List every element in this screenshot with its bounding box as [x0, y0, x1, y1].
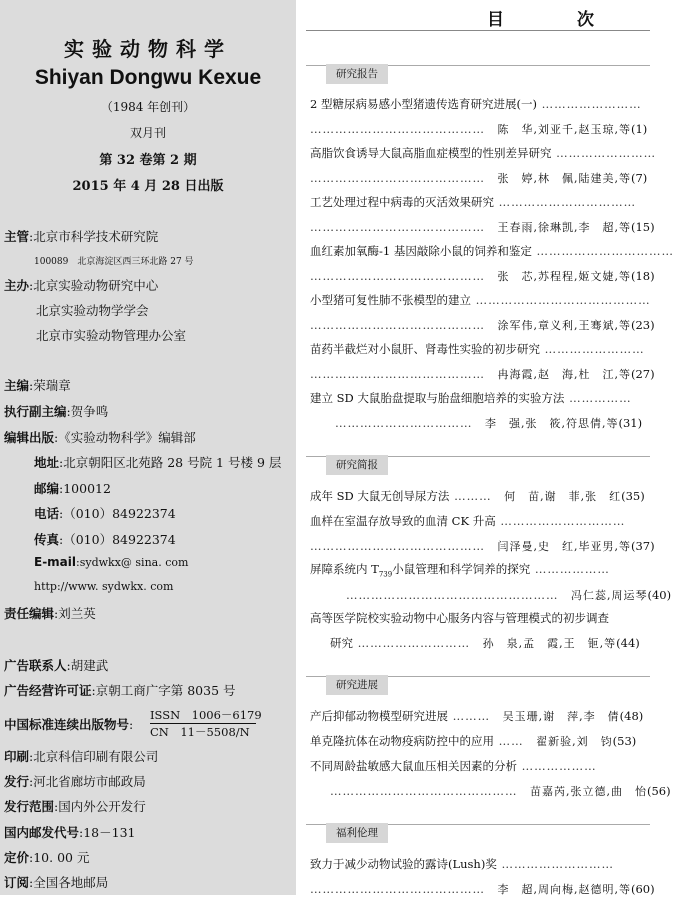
masthead-panel: [0, 0, 296, 895]
journal-title-cn: 实验动物科学: [64, 37, 232, 61]
subscribe-row: 订阅:全国各地邮局: [4, 875, 109, 890]
serial-label: 中国标准连续出版物号:: [4, 717, 134, 732]
editor-row: 主编:荣瑞章: [4, 378, 71, 393]
toc-heading: 目 次: [487, 10, 622, 30]
sponsor-3: 北京市实验动物管理办公室: [36, 328, 187, 343]
fax-row: 传真:（010）84922374: [34, 532, 176, 547]
section-header: 福利伦理: [306, 824, 650, 825]
exec-editor-row: 执行副主编:贺争鸣: [4, 404, 109, 419]
table-of-contents: [296, 0, 674, 896]
publish-date: 2015 年 4 月 28 日出版: [72, 179, 224, 194]
toc-rule: [306, 30, 650, 31]
ad-license-row: 广告经营许可证:京朝工商广字第 8035 号: [4, 683, 236, 698]
address-row: 地址:北京朝阳区北苑路 28 号院 1 号楼 9 层: [34, 455, 282, 470]
supervisor-row: 主管:北京市科学技术研究院: [4, 229, 159, 244]
resp-editor-row: 责任编辑:刘兰英: [4, 606, 96, 621]
toc-entry[interactable]: 血红素加氧酶-1 基因敲除小鼠的饲养和鉴定 …………………………… …………………………………… 张 芯,苏程程,姬文婕,等(18): [310, 244, 674, 283]
frequency: 双月刊: [129, 126, 166, 140]
toc-entry[interactable]: 不同周龄盐敏感大鼠血压相关因素的分析 ……………… ……………………………………… 苗嘉芮,张立德,曲 怡(56): [310, 759, 671, 798]
publisher-row: 编辑出版:《实验动物科学》编辑部: [4, 430, 196, 445]
email-row: E-mail:sydwkx@ sina. com: [34, 555, 189, 569]
website-link[interactable]: http://www. sydwkx. com: [34, 580, 174, 593]
toc-entry[interactable]: 建立 SD 大鼠胎盘提取与胎盘细胞培养的实验方法 …………… …………………………… 李 强,张 筱,符思倩,等(31): [310, 391, 643, 430]
volume-issue: 第 32 卷第 2 期: [99, 153, 197, 168]
phone-row: 电话:（010）84922374: [34, 506, 176, 521]
toc-entry[interactable]: 高脂饮食诱导大鼠高脂血症模型的性别差异研究 …………………… …………………………………… 张 婷,林 佩,陆建美,等(7): [310, 146, 657, 185]
ad-contact-row: 广告联系人:胡建武: [4, 658, 109, 673]
toc-entry[interactable]: 单克隆抗体在动物疫病防控中的应用 …… 翟新验,刘 钧(53): [310, 734, 637, 748]
toc-entry[interactable]: 工艺处理过程中病毒的灭活效果研究 …………………………… …………………………………… 王春雨,徐琳凯,李 超,等(15): [310, 195, 655, 234]
supervisor-address: 100089 北京海淀区西三环北路 27 号: [34, 257, 194, 267]
postal-code-row: 国内邮发代号:18－131: [4, 825, 136, 840]
toc-entry[interactable]: 血样在室温存放导致的血清 CK 升高 ………………………… …………………………………… 闫泽曼,史 红,毕亚男,等(37): [310, 514, 655, 553]
email-link[interactable]: sydwkx@ sina. com: [79, 556, 189, 569]
toc-entry[interactable]: 屏障系统内 $T_{739}$小鼠管理和科学饲养的探究 ……………… …………………………………………… 冯仁蕊,周运琴(40): [310, 562, 672, 603]
distribution-scope-row: 发行范围:国内外公开发行: [4, 799, 146, 814]
postcode-row: 邮编:100012: [34, 481, 111, 496]
issn-cn-block: [150, 708, 262, 739]
toc-entry[interactable]: 苗药半截烂对小鼠肝、肾毒性实验的初步研究 …………………… …………………………………… 冉海霞,赵 海,杜 江,等(27): [310, 342, 655, 381]
toc-entry[interactable]: 致力于减少动物试验的露诗(Lush)奖 ……………………… …………………………………… 李 超,周向梅,赵德明,等(60): [310, 857, 655, 896]
issn-number: ISSN 1006－6179: [150, 708, 262, 722]
toc-entry[interactable]: 2 型糖尿病易感小型猪遗传选育研究进展(一) …………………… …………………………………… 陈 华,刘亚千,赵玉琼,等(1): [310, 97, 648, 136]
issn-divider: [150, 723, 256, 724]
toc-entry[interactable]: 成年 SD 大鼠无创导尿方法 ……… 何 苗,谢 菲,张 红(35): [310, 489, 645, 503]
founded-year: （1984 年创刊）: [100, 100, 196, 114]
toc-entry[interactable]: 高等医学院校实验动物中心服务内容与管理模式的初步调查 研究 ……………………… 孙 泉,孟 霞,王 钷,等(44): [310, 611, 640, 650]
toc-entry[interactable]: 小型猪可复性肺不张模型的建立 …………………………………… …………………………………… 涂军伟,章义利,王骞斌,等(23): [310, 293, 655, 332]
cn-number: CN 11－5508/N: [150, 725, 250, 739]
section-header: 研究简报: [306, 456, 650, 457]
price-row: 定价:10. 00 元: [4, 850, 90, 865]
journal-title-en: Shiyan Dongwu Kexue: [34, 66, 262, 89]
printer-row: 印刷:北京科信印刷有限公司: [4, 749, 159, 764]
section-header: 研究报告: [306, 65, 650, 66]
toc-entry[interactable]: 产后抑郁动物模型研究进展 ……… 吴玉珊,谢 萍,李 倩(48): [310, 709, 644, 723]
sponsor-row: 主办:北京实验动物研究中心: [4, 278, 159, 293]
sponsor-2: 北京实验动物学学会: [36, 303, 149, 318]
distributor-row: 发行:河北省廊坊市邮政局: [4, 774, 146, 789]
section-header: 研究进展: [306, 676, 650, 677]
